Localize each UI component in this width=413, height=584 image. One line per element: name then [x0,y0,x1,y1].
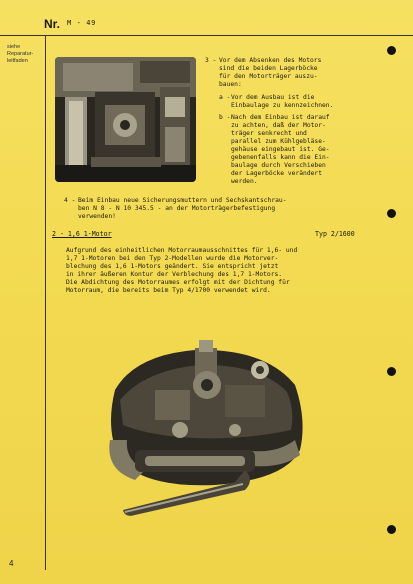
engine-illustration [95,330,310,530]
vehicle-type: Typ 2/1600 [315,230,355,238]
engine-mount-illustration [55,57,196,182]
page-number: 4 [9,559,14,568]
step-3-text: Vor dem Absenken des Motors sind die beiden Lagerböcke für den Motorträger auszu- bauen: [219,57,322,88]
step-3b-letter: b - [219,114,231,122]
step-3a-text: Vor dem Ausbau ist die Einbaulage zu kennzeichnen. [231,93,334,109]
document-code: M - 49 [67,19,96,27]
step-3-number: 3 - [205,57,217,64]
binder-hole-4 [387,525,396,534]
header-rule [0,35,413,36]
engine-photo [95,330,310,530]
step-4-number: 4 - [64,197,76,204]
step-3a-letter: a - [219,93,231,101]
binder-hole-2 [387,209,396,218]
binder-hole-3 [387,367,396,376]
binder-hole-1 [387,46,396,55]
margin-rule [45,35,46,570]
engine-mount-photo [55,57,196,182]
step-3-block [205,57,370,186]
step-4-text: Beim Einbau neue Sicherungsmuttern und Sechskantschrau- ben N 8 - N 10 345.5 - an der Motorträgerbefestigung verwenden! [78,197,287,220]
margin-note: siehe Reparatur-leitfaden [7,44,34,64]
step-3b-text: Nach dem Einbau ist darauf zu achten, daß der Motor- träger senkrecht und parallel zum Kühlgebläse- gehäuse eingebaut ist. Ge- gebenenfalls kann die Ein- baulage durch Verschieben der Lagerböcke verändert werden. [231,114,330,185]
section-heading: 2 - 1,6 1-Motor [52,230,112,238]
section-paragraph: Aufgrund des einheitlichen Motorraumausschnittes für 1,6- und 1,7 1-Motoren bei den Typ 2-Modellen wurde die Motorver- blechung des 1,6 1-Motors geändert. Sie entspricht jetzt in ihrer äußeren Kontur der Verblechung des 1,7 1-Motors. Die Abdichtung des Motorraumes erfolgt mit der Dichtung für Motorraum, die bereits beim Typ 4/1700 verwendet wird. [66,247,298,294]
nr-label: Nr. [44,17,61,31]
step-4-block [64,197,364,221]
